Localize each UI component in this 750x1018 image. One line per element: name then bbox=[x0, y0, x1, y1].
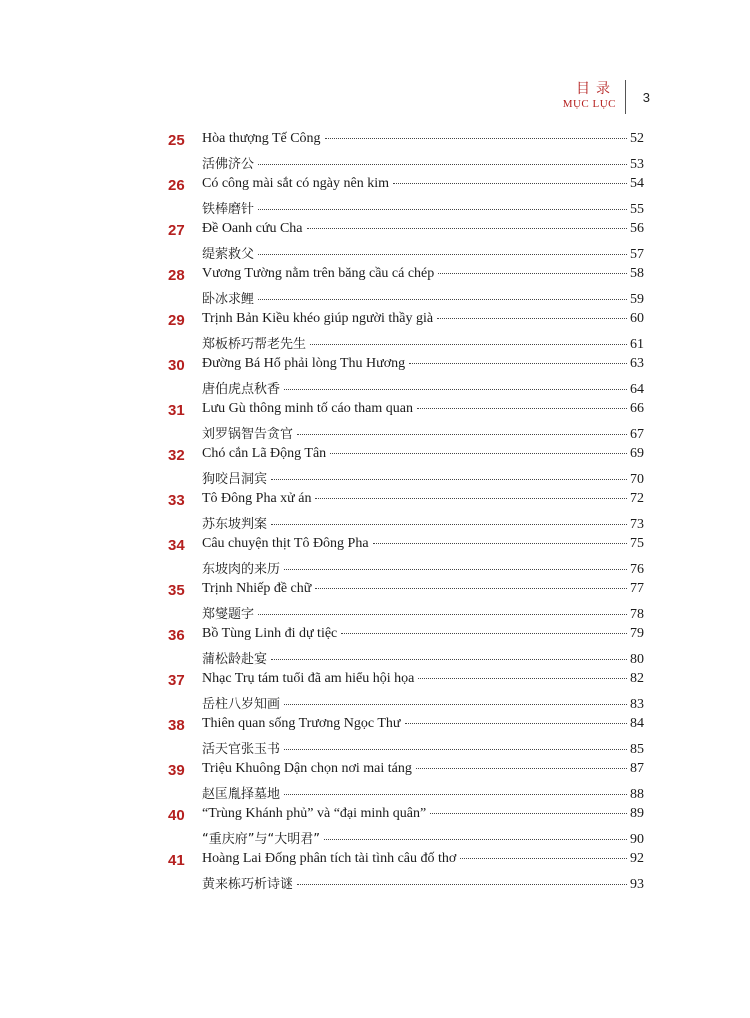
toc-entry bbox=[168, 265, 644, 310]
header-chinese-title: 目录 bbox=[576, 81, 616, 97]
dot-leader bbox=[437, 318, 627, 319]
toc-entry bbox=[168, 670, 644, 715]
dot-leader bbox=[284, 749, 627, 750]
dot-leader bbox=[271, 659, 627, 660]
chinese-line bbox=[202, 198, 644, 220]
vietnamese-page-number: 66 bbox=[630, 401, 644, 416]
dot-leader bbox=[297, 884, 627, 885]
chapter-number: 35 bbox=[168, 582, 185, 599]
chinese-title: 卧冰求鲤 bbox=[202, 292, 255, 307]
vietnamese-title: Đề Oanh cứu Cha bbox=[202, 221, 303, 236]
chapter-number: 38 bbox=[168, 717, 185, 734]
dot-leader bbox=[418, 678, 627, 679]
chinese-title: “重庆府”与“大明君” bbox=[202, 832, 320, 847]
dot-leader bbox=[373, 543, 627, 544]
dot-leader bbox=[271, 479, 627, 480]
chapter-number: 37 bbox=[168, 672, 185, 689]
vietnamese-page-number: 69 bbox=[630, 446, 644, 461]
vietnamese-title: Lưu Gù thông minh tố cáo tham quan bbox=[202, 401, 413, 416]
vietnamese-page-number: 58 bbox=[630, 266, 644, 281]
vietnamese-line bbox=[202, 851, 644, 873]
chinese-page-number: 90 bbox=[630, 832, 644, 847]
dot-leader bbox=[330, 453, 627, 454]
chapter-number: 41 bbox=[168, 852, 185, 869]
vietnamese-page-number: 82 bbox=[630, 671, 644, 686]
vietnamese-page-number: 79 bbox=[630, 626, 644, 641]
chinese-title: 缇萦救父 bbox=[202, 247, 255, 262]
vietnamese-page-number: 52 bbox=[630, 131, 644, 146]
vietnamese-title: Tô Đông Pha xử án bbox=[202, 491, 312, 506]
chinese-line bbox=[202, 828, 644, 850]
chinese-page-number: 57 bbox=[630, 247, 644, 262]
toc-entry bbox=[168, 760, 644, 805]
chinese-page-number: 93 bbox=[630, 877, 644, 892]
chapter-number: 31 bbox=[168, 402, 185, 419]
chinese-line bbox=[202, 558, 644, 580]
toc-entry bbox=[168, 445, 644, 490]
dot-leader bbox=[341, 633, 627, 634]
vietnamese-page-number: 92 bbox=[630, 851, 644, 866]
dot-leader bbox=[284, 569, 627, 570]
chinese-page-number: 76 bbox=[630, 562, 644, 577]
vietnamese-title: Đường Bá Hổ phải lòng Thu Hương bbox=[202, 356, 406, 371]
chinese-page-number: 67 bbox=[630, 427, 644, 442]
vietnamese-page-number: 87 bbox=[630, 761, 644, 776]
dot-leader bbox=[271, 524, 627, 525]
dot-leader bbox=[310, 344, 627, 345]
chinese-line bbox=[202, 243, 644, 265]
vietnamese-line bbox=[202, 671, 644, 693]
vietnamese-line bbox=[202, 446, 644, 468]
vietnamese-page-number: 77 bbox=[630, 581, 644, 596]
chinese-title: 苏东坡判案 bbox=[202, 517, 268, 532]
dot-leader bbox=[409, 363, 627, 364]
vietnamese-line bbox=[202, 626, 644, 648]
chapter-number: 28 bbox=[168, 267, 185, 284]
chinese-title: 狗咬吕洞宾 bbox=[202, 472, 268, 487]
dot-leader bbox=[258, 254, 627, 255]
dot-leader bbox=[416, 768, 627, 769]
toc-entry bbox=[168, 850, 644, 895]
chinese-line bbox=[202, 513, 644, 535]
chapter-number: 32 bbox=[168, 447, 185, 464]
vietnamese-line bbox=[202, 716, 644, 738]
chinese-page-number: 59 bbox=[630, 292, 644, 307]
chinese-line bbox=[202, 693, 644, 715]
chinese-line bbox=[202, 333, 644, 355]
dot-leader bbox=[315, 498, 627, 499]
dot-leader bbox=[258, 299, 627, 300]
vietnamese-line bbox=[202, 266, 644, 288]
chinese-line bbox=[202, 648, 644, 670]
vietnamese-line bbox=[202, 311, 644, 333]
chapter-number: 40 bbox=[168, 807, 185, 824]
toc-entry bbox=[168, 310, 644, 355]
dot-leader bbox=[460, 858, 627, 859]
vietnamese-line bbox=[202, 221, 644, 243]
dot-leader bbox=[417, 408, 627, 409]
chinese-line bbox=[202, 603, 644, 625]
dot-leader bbox=[405, 723, 628, 724]
toc-entry bbox=[168, 715, 644, 760]
dot-leader bbox=[325, 138, 627, 139]
vietnamese-title: Thiên quan sống Trương Ngọc Thư bbox=[202, 716, 401, 731]
chinese-title: 郑板桥巧帮老先生 bbox=[202, 337, 307, 352]
vietnamese-title: “Trùng Khánh phủ” và “đại minh quân” bbox=[202, 806, 427, 821]
vietnamese-line bbox=[202, 356, 644, 378]
chinese-title: 刘罗锅智告贪官 bbox=[202, 427, 294, 442]
toc-entry bbox=[168, 130, 644, 175]
chapter-number: 39 bbox=[168, 762, 185, 779]
chinese-line bbox=[202, 288, 644, 310]
chinese-page-number: 88 bbox=[630, 787, 644, 802]
dot-leader bbox=[297, 434, 627, 435]
page-number: 3 bbox=[642, 90, 650, 105]
chinese-title: 东坡肉的来历 bbox=[202, 562, 281, 577]
vietnamese-page-number: 84 bbox=[630, 716, 644, 731]
vietnamese-page-number: 63 bbox=[630, 356, 644, 371]
vietnamese-title: Hòa thượng Tế Công bbox=[202, 131, 321, 146]
chinese-title: 活佛济公 bbox=[202, 157, 255, 172]
vietnamese-title: Chó cắn Lã Động Tân bbox=[202, 446, 327, 461]
toc-entry bbox=[168, 220, 644, 265]
toc-entry bbox=[168, 400, 644, 445]
dot-leader bbox=[258, 209, 627, 210]
vietnamese-title: Câu chuyện thịt Tô Đông Pha bbox=[202, 536, 369, 551]
vietnamese-title: Bồ Tùng Linh đi dự tiệc bbox=[202, 626, 338, 641]
vietnamese-line bbox=[202, 176, 644, 198]
chinese-title: 蒲松龄赴宴 bbox=[202, 652, 268, 667]
vietnamese-page-number: 60 bbox=[630, 311, 644, 326]
dot-leader bbox=[315, 588, 627, 589]
toc-entry bbox=[168, 355, 644, 400]
chinese-line bbox=[202, 153, 644, 175]
chapter-number: 27 bbox=[168, 222, 185, 239]
chinese-title: 活天官张玉书 bbox=[202, 742, 281, 757]
vietnamese-page-number: 54 bbox=[630, 176, 644, 191]
vietnamese-title: Vương Tường nằm trên băng cầu cá chép bbox=[202, 266, 435, 281]
vietnamese-title: Trịnh Nhiếp đề chữ bbox=[202, 581, 312, 596]
vietnamese-line bbox=[202, 536, 644, 558]
dot-leader bbox=[284, 704, 627, 705]
dot-leader bbox=[284, 389, 627, 390]
running-header bbox=[450, 74, 650, 120]
toc-entry bbox=[168, 535, 644, 580]
chapter-number: 34 bbox=[168, 537, 185, 554]
chinese-line bbox=[202, 423, 644, 445]
vietnamese-title: Triệu Khuông Dận chọn nơi mai táng bbox=[202, 761, 412, 776]
table-of-contents bbox=[168, 130, 644, 895]
toc-entry bbox=[168, 175, 644, 220]
chinese-page-number: 53 bbox=[630, 157, 644, 172]
chapter-number: 30 bbox=[168, 357, 185, 374]
chapter-number: 25 bbox=[168, 132, 185, 149]
dot-leader bbox=[393, 183, 627, 184]
chinese-page-number: 83 bbox=[630, 697, 644, 712]
chinese-page-number: 55 bbox=[630, 202, 644, 217]
dot-leader bbox=[307, 228, 627, 229]
toc-entry bbox=[168, 625, 644, 670]
chinese-page-number: 85 bbox=[630, 742, 644, 757]
vietnamese-title: Trịnh Bản Kiều khéo giúp người thầy già bbox=[202, 311, 434, 326]
chinese-line bbox=[202, 378, 644, 400]
dot-leader bbox=[258, 614, 627, 615]
chinese-line bbox=[202, 873, 644, 895]
toc-entry bbox=[168, 805, 644, 850]
vietnamese-line bbox=[202, 491, 644, 513]
chapter-number: 33 bbox=[168, 492, 185, 509]
vietnamese-line bbox=[202, 131, 644, 153]
chinese-page-number: 80 bbox=[630, 652, 644, 667]
vietnamese-title: Hoàng Lai Đống phân tích tài tình câu đố thơ bbox=[202, 851, 457, 866]
chinese-title: 铁棒磨针 bbox=[202, 202, 255, 217]
vietnamese-page-number: 72 bbox=[630, 491, 644, 506]
dot-leader bbox=[258, 164, 627, 165]
chinese-line bbox=[202, 738, 644, 760]
toc-entry bbox=[168, 580, 644, 625]
dot-leader bbox=[324, 839, 627, 840]
chinese-page-number: 61 bbox=[630, 337, 644, 352]
chinese-page-number: 64 bbox=[630, 382, 644, 397]
chinese-title: 赵匡胤择墓地 bbox=[202, 787, 281, 802]
chinese-title: 郑燮题字 bbox=[202, 607, 255, 622]
chinese-page-number: 73 bbox=[630, 517, 644, 532]
chapter-number: 36 bbox=[168, 627, 185, 644]
dot-leader bbox=[430, 813, 627, 814]
vietnamese-page-number: 56 bbox=[630, 221, 644, 236]
chinese-title: 唐伯虎点秋香 bbox=[202, 382, 281, 397]
vietnamese-page-number: 75 bbox=[630, 536, 644, 551]
chinese-page-number: 78 bbox=[630, 607, 644, 622]
dot-leader bbox=[438, 273, 627, 274]
vietnamese-title: Nhạc Trụ tám tuổi đã am hiểu hội họa bbox=[202, 671, 415, 686]
dot-leader bbox=[284, 794, 627, 795]
header-vietnamese-title: MỤC LỤC bbox=[562, 98, 616, 110]
chinese-page-number: 70 bbox=[630, 472, 644, 487]
vietnamese-line bbox=[202, 401, 644, 423]
chinese-line bbox=[202, 783, 644, 805]
chapter-number: 26 bbox=[168, 177, 185, 194]
vietnamese-page-number: 89 bbox=[630, 806, 644, 821]
header-divider bbox=[625, 80, 626, 114]
chinese-line bbox=[202, 468, 644, 490]
vietnamese-title: Có công mài sắt có ngày nên kim bbox=[202, 176, 390, 191]
chinese-title: 岳柱八岁知画 bbox=[202, 697, 281, 712]
vietnamese-line bbox=[202, 761, 644, 783]
vietnamese-line bbox=[202, 581, 644, 603]
chapter-number: 29 bbox=[168, 312, 185, 329]
chinese-title: 黄来栋巧析诗谜 bbox=[202, 877, 294, 892]
vietnamese-line bbox=[202, 806, 644, 828]
toc-entry bbox=[168, 490, 644, 535]
